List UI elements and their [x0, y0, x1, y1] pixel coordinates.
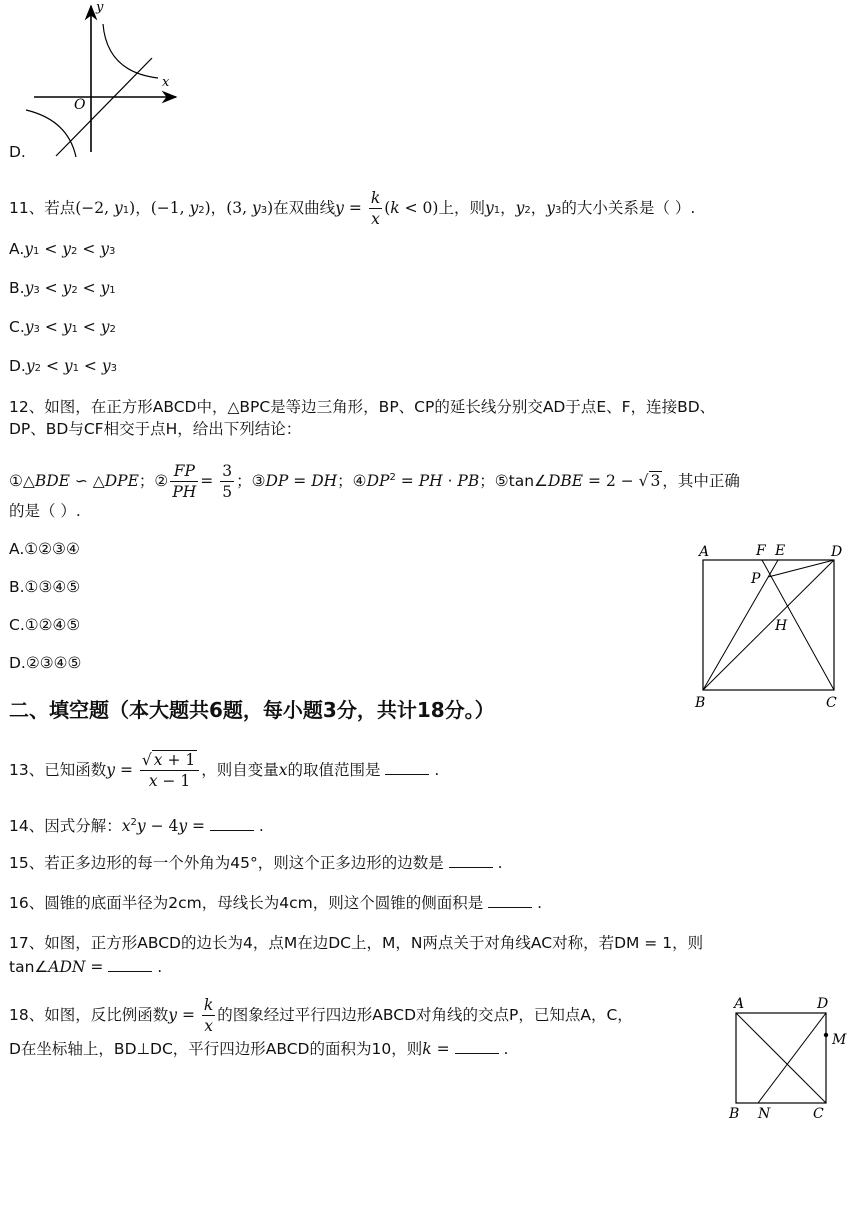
segment-bd — [703, 560, 834, 690]
q11-text1: 若点 — [44, 199, 76, 217]
point-m — [824, 1033, 828, 1037]
svg-text:A: A — [734, 996, 745, 1012]
segment-be — [703, 560, 778, 690]
svg-text:B: B — [695, 695, 706, 711]
svg-text:D: D — [817, 996, 829, 1012]
x-label: x — [162, 75, 170, 90]
question-16: 16、圆锥的底面半径为2cm，母线长为4cm，则这个圆锥的侧面积是 . — [9, 894, 543, 912]
hyperbola-branch-2 — [26, 110, 76, 157]
q10-option-d: D. — [9, 143, 26, 161]
q12-line4: 的是（ ）. — [9, 502, 81, 520]
segment-cf — [762, 560, 834, 690]
y-label: y — [96, 0, 104, 15]
q12-line1: 12、如图，在正方形ABCD中，△BPC是等边三角形，BP、CP的延长线分别交AD于点E、F，连接BD、 — [9, 398, 716, 416]
segment-dn — [758, 1013, 826, 1103]
q11-text4: 的大小关系是（ ）. — [561, 199, 696, 217]
q11-option-a: A.y1 < y2 < y3 — [9, 240, 116, 258]
question-14: 14、因式分解：$x^2y - 4y$ = . — [9, 817, 264, 836]
q12-line2: DP、BD与CF相交于点H，给出下列结论： — [9, 420, 302, 438]
svg-text:E: E — [775, 543, 786, 559]
svg-text:F: F — [756, 543, 766, 559]
q17-figure — [725, 992, 850, 1124]
linear-graph — [56, 58, 152, 156]
q12-option-c: C.①②④⑤ — [9, 616, 81, 634]
question-11: 11、若点(−2, y1)，(−1, y2)，(3, y3)在双曲线y = $\frac{k}{x}$ (k < 0)上，则y1，y2，y3的大小关系是（ ）. — [9, 189, 696, 228]
svg-text:M: M — [832, 1032, 847, 1048]
svg-text:P: P — [751, 571, 761, 587]
question-13: 13、已知函数y = $\frac{√ x + 1}{x - 1}$ ，则自变量x的取值范围是 . — [9, 751, 440, 790]
segment-dp — [768, 560, 834, 577]
svg-text:N: N — [758, 1106, 771, 1122]
section-2-title: 二、填空题（本大题共6题，每小题3分，共计18分。） — [9, 698, 495, 722]
q11-option-c: C.y3 < y1 < y2 — [9, 318, 116, 336]
q17-line2: tan∠ADN = . — [9, 958, 163, 976]
svg-text:C: C — [813, 1106, 824, 1122]
q12-option-b: B.①③④⑤ — [9, 578, 81, 596]
svg-text:A: A — [699, 544, 710, 560]
q11-option-b: B.y3 < y2 < y1 — [9, 279, 116, 297]
q17-line1: 17、如图，正方形ABCD的边长为4，点M在边DC上，M，N两点关于对角线AC对称，若DM = 1，则 — [9, 934, 704, 952]
hyperbola-branch-1 — [103, 24, 158, 78]
q18-line1: 18、如图，反比例函数y = $\frac{k}{x}$ 的图象经过平行四边形ABCD对角线的交点P，已知点A，C， — [9, 996, 633, 1035]
q12-conclusions: ①△BDE ∽ △DPE；② $\frac{FP}{PH}$ = $\frac{3}{5}$ ；③DP = DH；$④DP^2$ = PH · PB；⑤tan∠DBE = 2 − √ 3 ，其中正确 — [9, 462, 740, 502]
svg-text:B: B — [729, 1106, 740, 1122]
q11-text3: 上，则 — [438, 199, 485, 217]
q11-number: 11、 — [9, 199, 45, 217]
graph-option-d — [20, 0, 190, 160]
question-15: 15、若正多边形的每一个外角为45°，则这个正多边形的边数是 . — [9, 854, 503, 872]
origin-label: O — [74, 97, 86, 113]
svg-text:C: C — [826, 695, 837, 711]
svg-text:D: D — [831, 544, 843, 560]
q11-text2: 在双曲线 — [273, 199, 336, 217]
q18-line2: D在坐标轴上，BD⊥DC，平行四边形ABCD的面积为10，则k = . — [9, 1040, 509, 1058]
q12-option-d: D.②③④⑤ — [9, 654, 82, 672]
svg-text:H: H — [775, 618, 788, 634]
diagonal-ac — [736, 1013, 826, 1103]
q12-option-a: A.①②③④ — [9, 540, 80, 558]
q11-option-d: D.y2 < y1 < y3 — [9, 357, 117, 375]
q12-figure — [690, 540, 850, 712]
